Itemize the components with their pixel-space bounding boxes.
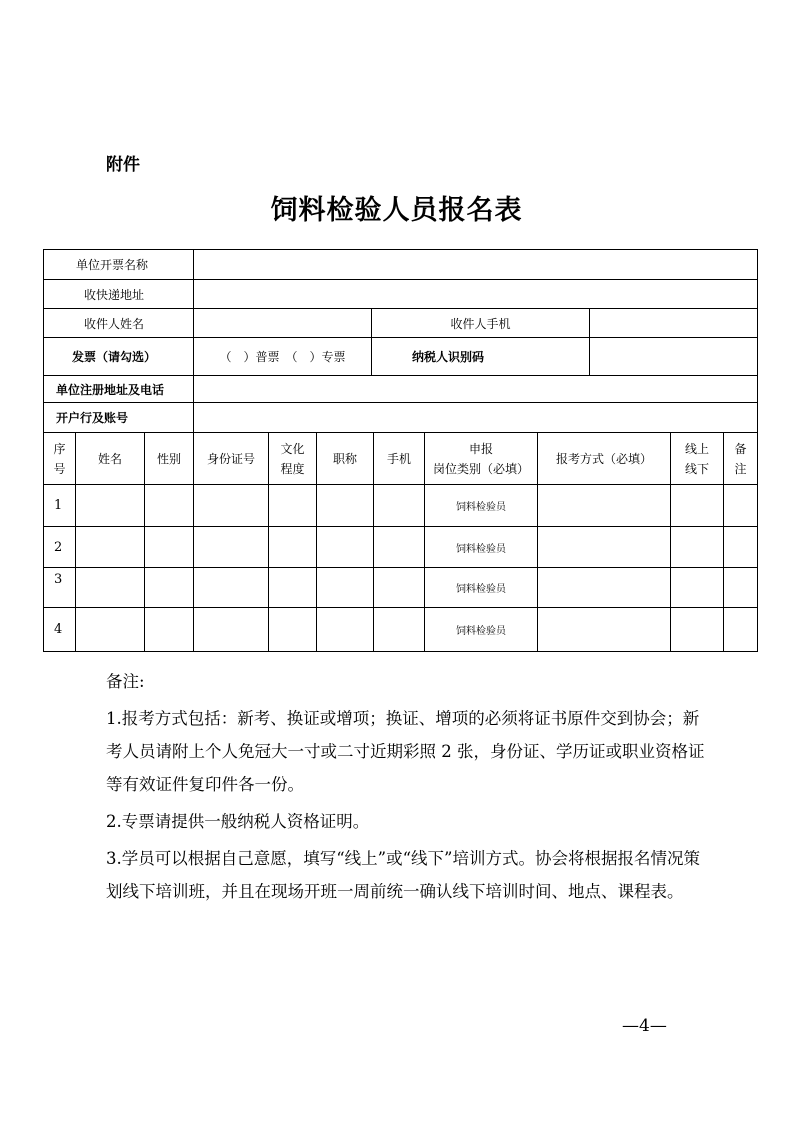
recipient-phone-field[interactable] — [590, 309, 758, 338]
id-number-cell[interactable] — [194, 527, 269, 568]
post-cell: 饲料检验员 — [425, 608, 538, 652]
education-cell[interactable] — [269, 527, 317, 568]
table-row — [44, 608, 758, 652]
table-row — [44, 527, 758, 568]
applicant-table — [43, 432, 758, 652]
name-cell[interactable] — [76, 568, 145, 608]
education-cell[interactable] — [269, 568, 317, 608]
id-number-cell[interactable] — [194, 485, 269, 527]
unit-invoice-name-label: 单位开票名称 — [44, 250, 194, 280]
online-offline-cell[interactable] — [671, 527, 724, 568]
taxpayer-id-field[interactable] — [590, 338, 758, 376]
registered-address-label: 单位注册地址及电话 — [44, 376, 194, 403]
col-education: 文化 程度 — [269, 433, 317, 485]
note-item: 3.学员可以根据自己意愿，填写“线上”或“线下”培训方式。协会将根据报名情况策划线下培训班，并且在现场开班一周前统一确认线下培训时间、地点、课程表。 — [106, 849, 700, 901]
table-header-row — [44, 433, 758, 485]
bank-account-field[interactable] — [194, 403, 758, 433]
exam-method-cell[interactable] — [538, 485, 671, 527]
name-cell[interactable] — [76, 527, 145, 568]
title-cell[interactable] — [317, 568, 374, 608]
post-cell: 饲料检验员 — [425, 568, 538, 608]
online-offline-cell[interactable] — [671, 608, 724, 652]
name-cell[interactable] — [76, 608, 145, 652]
phone-cell[interactable] — [374, 485, 425, 527]
phone-cell[interactable] — [374, 527, 425, 568]
unit-info-table — [43, 249, 758, 433]
remarks-cell[interactable] — [724, 527, 758, 568]
delivery-address-field[interactable] — [194, 280, 758, 309]
form-title: 饲料检验人员报名表 — [270, 195, 523, 226]
title-cell[interactable] — [317, 485, 374, 527]
phone-cell[interactable] — [374, 608, 425, 652]
remarks-cell[interactable] — [724, 608, 758, 652]
delivery-address-label: 收快递地址 — [44, 280, 194, 309]
col-name: 姓名 — [76, 433, 145, 485]
exam-method-cell[interactable] — [538, 527, 671, 568]
col-phone: 手机 — [374, 433, 425, 485]
table-row — [44, 485, 758, 527]
exam-method-cell[interactable] — [538, 608, 671, 652]
recipient-phone-label: 收件人手机 — [372, 309, 590, 338]
row-number: 3 — [44, 568, 76, 608]
row-number: 1 — [44, 485, 76, 527]
notes-label: 备注: — [106, 672, 145, 691]
row-number: 2 — [44, 527, 76, 568]
remarks-cell[interactable] — [724, 568, 758, 608]
registration-form — [43, 249, 757, 652]
education-cell[interactable] — [269, 485, 317, 527]
title-cell[interactable] — [317, 527, 374, 568]
id-number-cell[interactable] — [194, 608, 269, 652]
attachment-label: 附件 — [106, 155, 140, 175]
id-number-cell[interactable] — [194, 568, 269, 608]
col-online-offline: 线上 线下 — [671, 433, 724, 485]
col-seq: 序 号 — [44, 433, 76, 485]
col-post: 申报 岗位类别（必填） — [425, 433, 538, 485]
unit-invoice-name-field[interactable] — [194, 250, 758, 280]
online-offline-cell[interactable] — [671, 485, 724, 527]
taxpayer-id-label: 纳税人识别码 — [372, 338, 590, 376]
phone-cell[interactable] — [374, 568, 425, 608]
col-gender: 性别 — [145, 433, 194, 485]
recipient-name-label: 收件人姓名 — [44, 309, 194, 338]
col-exam-method: 报考方式（必填） — [538, 433, 671, 485]
notes-section — [106, 668, 706, 912]
page-number: —4— — [622, 1016, 667, 1036]
col-remarks: 备 注 — [724, 433, 758, 485]
post-cell: 饲料检验员 — [425, 485, 538, 527]
exam-method-cell[interactable] — [538, 568, 671, 608]
gender-cell[interactable] — [145, 568, 194, 608]
table-row — [44, 568, 758, 608]
title-cell[interactable] — [317, 608, 374, 652]
education-cell[interactable] — [269, 608, 317, 652]
note-item: 2.专票请提供一般纳税人资格证明。 — [106, 812, 370, 831]
col-id-number: 身份证号 — [194, 433, 269, 485]
name-cell[interactable] — [76, 485, 145, 527]
gender-cell[interactable] — [145, 485, 194, 527]
bank-account-label: 开户行及账号 — [44, 403, 194, 433]
post-cell: 饲料检验员 — [425, 527, 538, 568]
gender-cell[interactable] — [145, 527, 194, 568]
gender-cell[interactable] — [145, 608, 194, 652]
invoice-type-label: 发票（请勾选） — [44, 338, 194, 376]
col-title: 职称 — [317, 433, 374, 485]
note-item: 1.报考方式包括：新考、换证或增项；换证、增项的必须将证书原件交到协会；新考人员请附上个人免冠大一寸或二寸近期彩照 2 张，身份证、学历证或职业资格证等有效证件复印件各一份。 — [106, 709, 705, 794]
invoice-type-options[interactable]: （ ）普票 （ ）专票 — [194, 338, 372, 376]
online-offline-cell[interactable] — [671, 568, 724, 608]
recipient-name-field[interactable] — [194, 309, 372, 338]
row-number: 4 — [44, 608, 76, 652]
registered-address-field[interactable] — [194, 376, 758, 403]
remarks-cell[interactable] — [724, 485, 758, 527]
